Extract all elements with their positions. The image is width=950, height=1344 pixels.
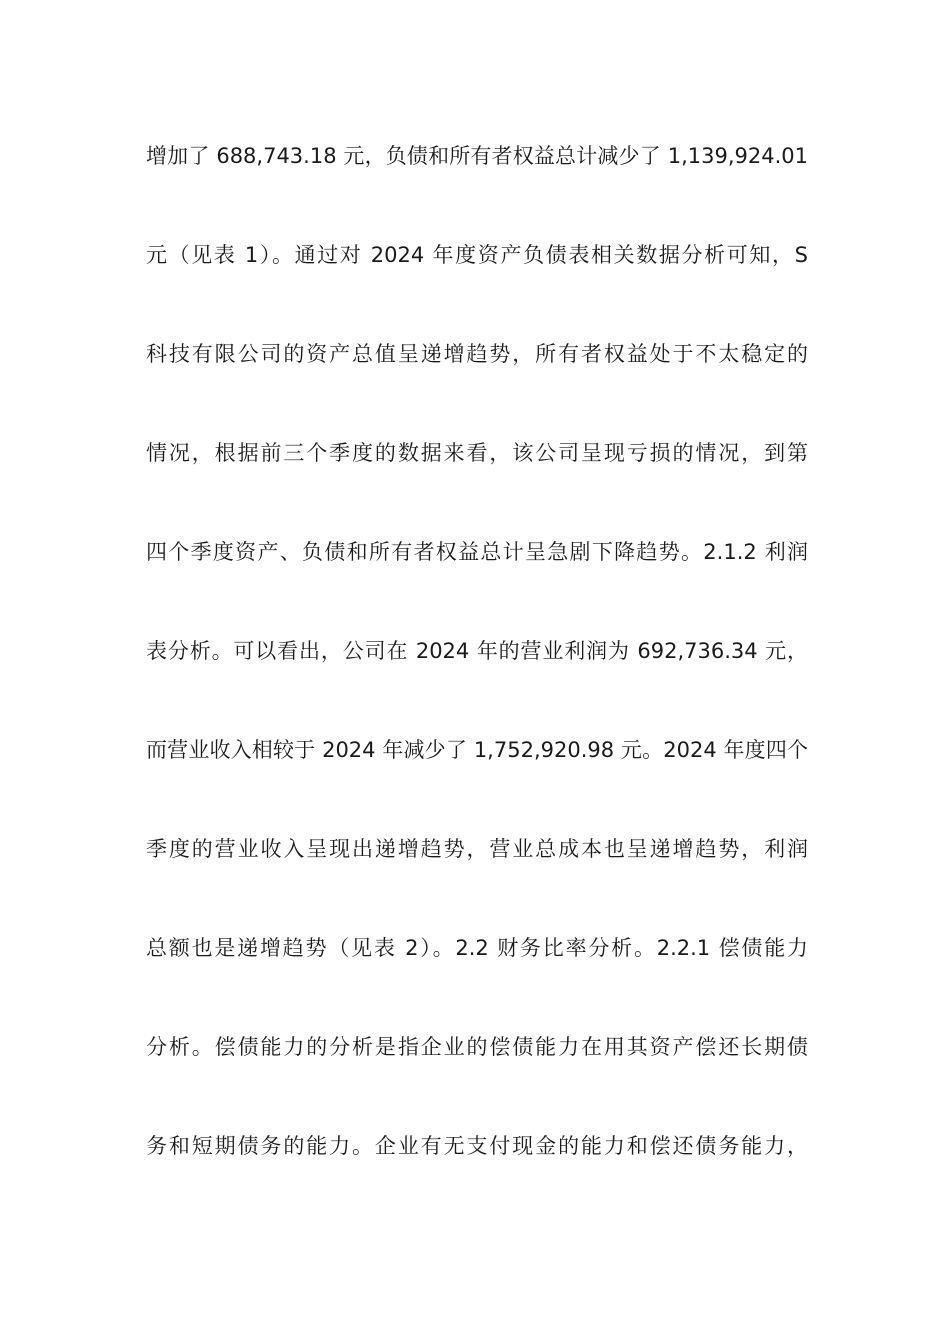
text-line: 增加了 688,743.18 元，负债和所有者权益总计减少了 1,139,924.01 — [146, 144, 808, 168]
text-line: 四个季度资产、负债和所有者权益总计呈急剧下降趋势。2.1.2 利润 — [146, 540, 808, 564]
body-text — [146, 132, 808, 1221]
text-line: 季度的营业收入呈现出递增趋势，营业总成本也呈递增趋势，利润 — [146, 837, 808, 861]
text-line: 务和短期债务的能力。企业有无支付现金的能力和偿还债务能力， — [146, 1134, 808, 1158]
text-line: 分析。偿债能力的分析是指企业的偿债能力在用其资产偿还长期债 — [146, 1035, 808, 1059]
text-line: 科技有限公司的资产总值呈递增趋势，所有者权益处于不太稳定的 — [146, 342, 808, 366]
text-line: 总额也是递增趋势（见表 2）。2.2 财务比率分析。2.2.1 偿债能力 — [146, 936, 808, 960]
text-line: 元（见表 1）。通过对 2024 年度资产负债表相关数据分析可知，S — [146, 243, 808, 267]
text-line: 表分析。可以看出，公司在 2024 年的营业利润为 692,736.34 元， — [146, 639, 808, 663]
text-line: 而营业收入相较于 2024 年减少了 1,752,920.98 元。2024 年度四个 — [146, 738, 808, 762]
text-line: 情况，根据前三个季度的数据来看，该公司呈现亏损的情况，到第 — [146, 441, 808, 465]
